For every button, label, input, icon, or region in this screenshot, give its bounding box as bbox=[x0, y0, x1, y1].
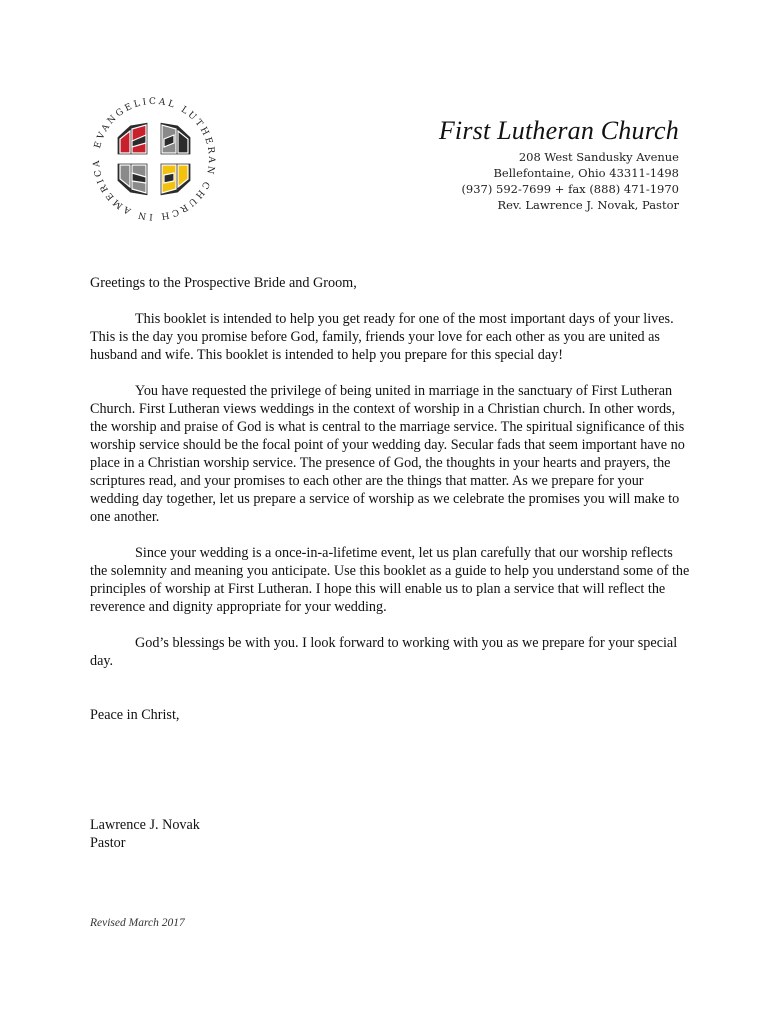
address-city: Bellefontaine, Ohio 43311-1498 bbox=[493, 166, 679, 180]
elca-logo bbox=[90, 95, 218, 223]
signature-space bbox=[90, 742, 690, 816]
paragraph-4: God’s blessings be with you. I look forward to working with you as we prepare for your special day. bbox=[90, 635, 678, 669]
letter-body bbox=[90, 274, 690, 852]
seal-text: EVANGELICAL LUTHERAN CHURCH IN AMERICA bbox=[91, 96, 217, 222]
contact-numbers: (937) 592-7699 + fax (888) 471-1970 bbox=[461, 182, 679, 196]
signer-name: Lawrence J. Novak bbox=[90, 817, 200, 833]
signature-block bbox=[90, 816, 690, 852]
address-street: 208 West Sandusky Avenue bbox=[518, 150, 679, 164]
greeting: Greetings to the Prospective Bride and Groom, bbox=[90, 275, 357, 291]
paragraph-3: Since your wedding is a once-in-a-lifetime event, let us plan carefully that our worship reflects the solemnity and meaning you anticipate. Use this booklet as a guide to help you understand some of the principles of worship at First Lutheran. I hope this will enable us to plan a service that will reflect the reverence and dignity appropriate for your wedding. bbox=[90, 545, 690, 615]
closing: Peace in Christ, bbox=[90, 707, 180, 723]
elca-cross-seal-icon bbox=[90, 95, 218, 223]
signer-title: Pastor bbox=[90, 835, 126, 851]
revision-note: Revised March 2017 bbox=[90, 917, 185, 929]
paragraph-1: This booklet is intended to help you get ready for one of the most important days of your lives. This is the day you promise before God, family, friends your love for each other as you are united as husband and wife. This booklet is intended to help you prepare for this special day! bbox=[90, 311, 674, 363]
church-name: First Lutheran Church bbox=[438, 116, 679, 145]
letterhead bbox=[439, 116, 679, 213]
pastor-line: Rev. Lawrence J. Novak, Pastor bbox=[497, 198, 679, 212]
paragraph-2: You have requested the privilege of being united in marriage in the sanctuary of First Lutheran Church. First Lutheran views weddings in the context of worship in a Christian church. In other words, the worship and praise of God is what is central to the marriage service. The spiritual significance of this worship service should be the focal point of your wedding day. Secular fads that seem important have no place in a Christian worship service. The presence of God, the thoughts in your hearts and prayers, the scriptures read, and your promises to each other are the things that matter. As we prepare for your wedding day together, let us prepare a service of worship as we celebrate the promises you will make to one another. bbox=[90, 383, 685, 525]
